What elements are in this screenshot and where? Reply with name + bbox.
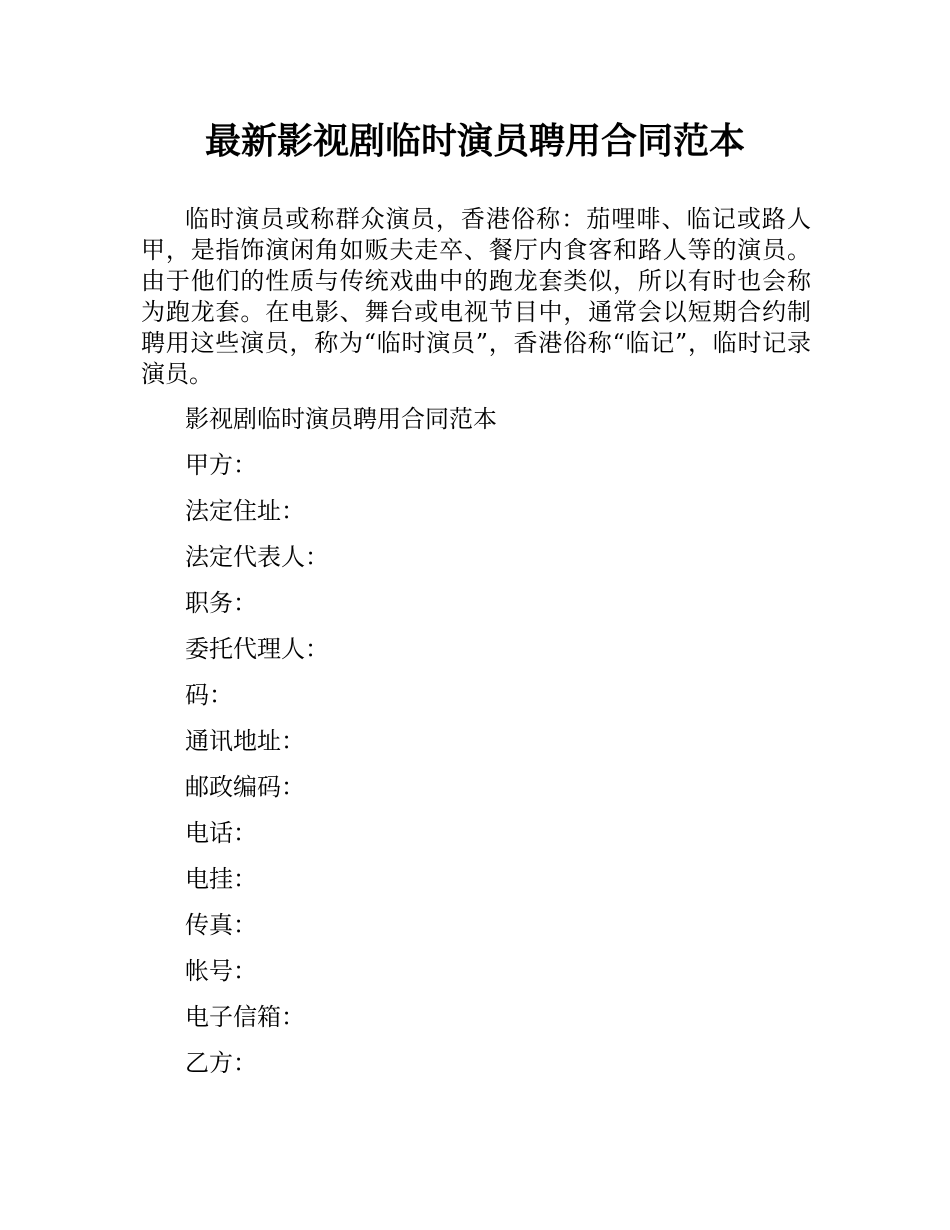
authorized-agent-label: 委托代理人： (185, 635, 329, 663)
intro-paragraph: 临时演员或称群众演员，香港俗称：茄哩啡、临记或路人甲，是指饰演闲角如贩夫走卒、餐厅内食客和路人等的演员。由于他们的性质与传统戏曲中的跑龙套类似，所以有时也会称为跑龙套。在电影、舞台或电视节目中，通常会以短期合约制聘用这些演员，称为“临时演员”，香港俗称“临记”，临时记录演员。 (141, 205, 811, 388)
legal-representative-label: 法定代表人： (185, 543, 329, 571)
email-label: 电子信箱： (185, 1003, 305, 1031)
legal-address-label: 法定住址： (185, 497, 305, 525)
fax-label: 传真： (185, 911, 257, 939)
postal-code-label: 邮政编码： (185, 773, 305, 801)
phone-label: 电话： (185, 819, 257, 847)
contract-subtitle: 影视剧临时演员聘用合同范本 (185, 405, 497, 433)
document-title: 最新影视剧临时演员聘用合同范本 (204, 121, 745, 162)
position-label: 职务： (185, 589, 257, 617)
party-a-label: 甲方： (185, 451, 257, 479)
contract-field-list (185, 402, 497, 1092)
account-label: 帐号： (185, 957, 257, 985)
code-label: 码： (185, 681, 233, 709)
cable-label: 电挂： (185, 865, 257, 893)
mailing-address-label: 通讯地址： (185, 727, 305, 755)
party-b-label: 乙方： (185, 1049, 257, 1077)
